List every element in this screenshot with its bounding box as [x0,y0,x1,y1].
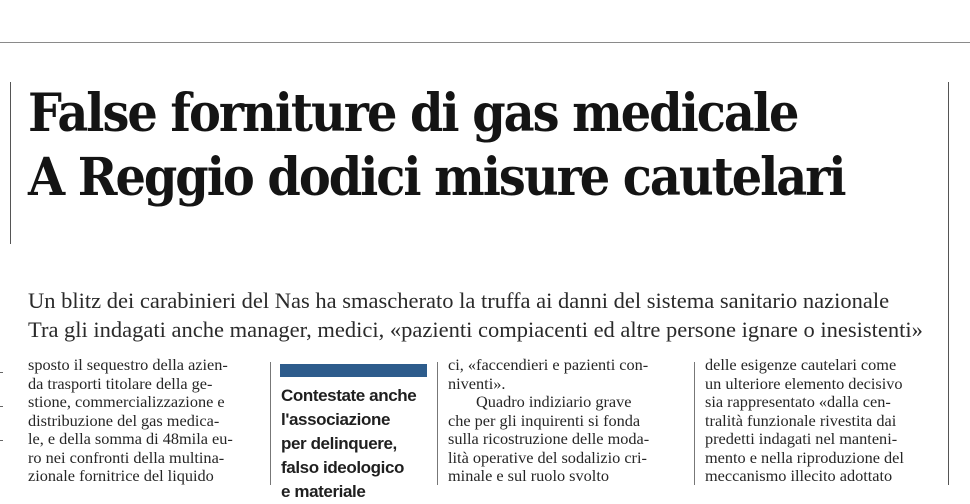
subhead-line-2: Tra gli indagati anche manager, medici, «pazienti compiacenti ed altre persone ignare o inesistenti» [28,317,923,342]
margin-tick [0,406,3,407]
column-line: zionale fornitrice del liquido [28,466,214,485]
sidebar-accent-bar [280,364,427,377]
body-column-4 [705,356,943,486]
column-line: sulla ricostruzione delle moda- [448,429,650,448]
column-line: lità operative del sodalizio cri- [448,447,647,467]
column-line: stione, commercializzazione e [28,392,225,411]
column-line: niventi». [448,373,506,393]
column-line: distribuzione del gas medica- [28,410,220,430]
column-line: minale e sul ruolo svolto [448,466,609,485]
body-column-1 [28,356,263,486]
headline-line-2: A Reggio dodici misure cautelari [28,147,845,208]
body-column-3 [448,356,688,486]
column-line: che per gli inquirenti si fonda [448,410,641,430]
left-column-rule [10,82,11,244]
column-line: le, e della somma di 48mila eu- [28,429,233,448]
column-line: meccanismo illecito adottato [705,466,893,485]
margin-tick [0,440,3,441]
column-line: sposto il sequestro della azien- [28,355,228,374]
column-divider [270,362,271,485]
sidebar-line: l'associazione [281,410,390,429]
right-column-rule [948,82,949,485]
article-subheadline [28,286,923,344]
margin-tick [0,372,3,373]
headline-line-1: False forniture di gas medicale [28,83,798,144]
column-line: tralità funzionale rivestita dai [705,410,897,430]
column-line: predetti indagati nel manteni- [705,429,898,448]
column-line: ci, «faccendieri e pazienti con- [448,355,649,374]
sidebar-box [281,384,416,504]
sidebar-line: falso ideologico [281,458,405,477]
subhead-line-1: Un blitz dei carabinieri del Nas ha smascherato la truffa ai danni del sistema sanitario nazionale [28,288,890,313]
article-headline [28,82,845,210]
top-rule [0,42,970,43]
column-line: sia rappresentato «dalla cen- [705,392,891,411]
sidebar-line: per delinquere, [281,434,397,453]
column-line: Quadro indiziario grave [476,392,632,411]
column-line: ro nei confronti della multina- [28,447,225,467]
column-line: mento e nella riproduzione del [705,447,904,467]
sidebar-line: Contestate anche [281,386,417,405]
column-divider [437,362,438,485]
column-line: da trasporti titolare della ge- [28,373,213,393]
column-line: un ulteriore elemento decisivo [705,373,903,393]
sidebar-line: e materiale [281,482,366,501]
column-line: delle esigenze cautelari come [705,355,897,374]
column-divider [694,362,695,485]
